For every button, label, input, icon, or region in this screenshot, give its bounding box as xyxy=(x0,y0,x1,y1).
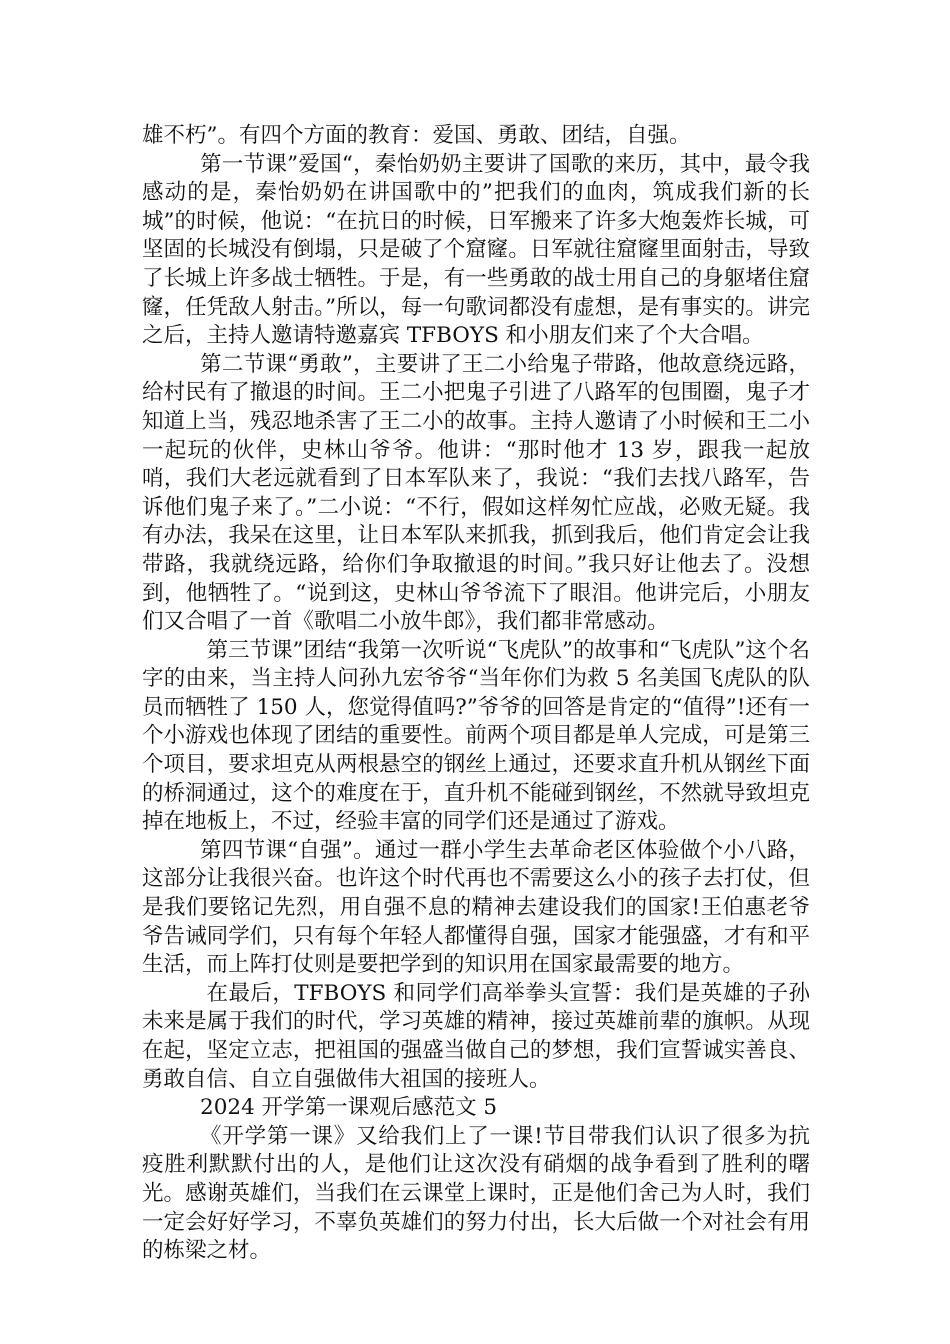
paragraph-lesson-3: 第三节课”团结“我第一次听说“飞虎队”的故事和“飞虎队”这个名字的由来，当主持人问孙九宏爷爷“当年你们为救 5 名美国飞虎队的队员而牺牲了 150 人，您觉得值吗?”爷爷的回答是肯定的“值得”!还有一个小游戏也体现了团结的重要性。前两个项目都是单人完成，可是第三个项目，要求坦克从两根悬空的钢丝上通过，还要求直升机从钢丝下面的桥洞通过，这个的难度在于，直升机不能碰到钢丝，不然就导致坦克掉在地板上，不过，经验丰富的同学们还是通过了游戏。 xyxy=(142,637,810,835)
document-body xyxy=(142,122,810,1266)
paragraph-lesson-4: 第四节课“自强”。通过一群小学生去革命老区体验做个小八路，这部分让我很兴奋。也许这个时代再也不需要这么小的孩子去打仗，但是我们要铭记先烈，用自强不息的精神去建设我们的国家!王伯惠老爷爷告诫同学们，只有每个年轻人都懂得自强，国家才能强盛，才有和平生活，而上阵打仗则是要把学到的知识用在国家最需要的地方。 xyxy=(142,837,810,978)
paragraph-closing: 在最后，TFBOYS 和同学们高举拳头宣誓：我们是英雄的子孙未来是属于我们的时代，学习英雄的精神，接过英雄前辈的旗帜。从现在起，坚定立志，把祖国的强盛当做自己的梦想，我们宣誓诚实善良、勇敢自信、自立自强做伟大祖国的接班人。 xyxy=(142,980,810,1092)
paragraph-intro-end: 雄不朽”。有四个方面的教育：爱国、勇敢、团结，自强。 xyxy=(142,123,691,148)
paragraph-lesson-1: 第一节课”爱国“，秦怡奶奶主要讲了国歌的来历，其中，最令我感动的是，秦怡奶奶在讲国歌中的”把我们的血肉，筑成我们新的长城”的时候，他说：“在抗日的时候，日军搬来了许多大炮轰炸长城，可坚固的长城没有倒塌，只是破了个窟窿。日军就往窟窿里面射击，导致了长城上许多战士牺牲。于是，有一些勇敢的战士用自己的身躯堵住窟窿，任凭敌人射击。”所以，每一句歌词都没有虚想，是有事实的。讲完之后，主持人邀请特邀嘉宾 TFBOYS 和小朋友们来了个大合唱。 xyxy=(142,151,810,349)
paragraph-essay-5: 《开学第一课》又给我们上了一课!节目带我们认识了很多为抗疫胜利默默付出的人，是他们让这次没有硝烟的战争看到了胜利的曙光。感谢英雄们，当我们在云课堂上课时，正是他们舍己为人时，我们一定会好好学习，不辜负英雄们的努力付出，长大后做一个对社会有用的栋梁之材。 xyxy=(142,1123,810,1264)
paragraph-lesson-2: 第二节课“勇敢”，主要讲了王二小给鬼子带路，他故意绕远路，给村民有了撤退的时间。王二小把鬼子引进了八路军的包围圈，鬼子才知道上当，残忍地杀害了王二小的故事。主持人邀请了小时候和王二小一起玩的伙伴，史林山爷爷。他讲：“那时他才 13 岁，跟我一起放哨，我们大老远就看到了日本军队来了，我说：“我们去找八路军，告诉他们鬼子来了。”二小说：“不行，假如这样匆忙应战，必败无疑。我有办法，我呆在这里，让日本军队来抓我，抓到我后，他们肯定会让我带路，我就绕远路，给你们争取撤退的时间。”我只好让他去了。没想到，他牺牲了。“说到这，史林山爷爷流下了眼泪。他讲完后，小朋友们又合唱了一首《歌唱二小放牛郎》，我们都非常感动。 xyxy=(142,351,810,635)
section-heading: 2024 开学第一课观后感范文 5 xyxy=(200,1095,498,1121)
